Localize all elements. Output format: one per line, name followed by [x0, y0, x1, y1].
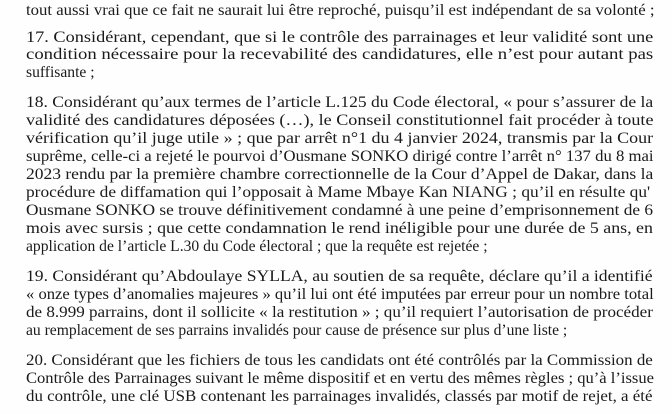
text-line: Ousmane SONKO se trouve définitivement condamné à une peine d’emprisonnement de 6 — [26, 202, 653, 219]
text-line: validité des candidatures déposées (…), le Conseil constitutionnel fait procéder à toute — [26, 112, 654, 129]
text-line: procédure de diffamation qui l’opposait à Mame Mbaye Kan NIANG ; qu’il en résulte qu' — [26, 184, 651, 201]
text-line: 2023 rendu par la première chambre correctionnelle de la Cour d’Appel de Dakar, dans la — [26, 166, 654, 183]
text-line: 17. Considérant, cependant, que si le contrôle des parrainages et leur validité sont une — [26, 29, 654, 46]
text-line: 19. Considérant qu’Abdoulaye SYLLA, au soutien de sa requête, déclare qu’il a identifié — [26, 268, 653, 285]
text-line: vérification qu’il juge utile » ; que par arrêt n°1 du 4 janvier 2024, transmis par la Cour — [26, 130, 654, 147]
text-line: suprême, celle-ci a rejeté le pourvoi d’Ousmane SONKO dirigé contre l’arrêt n° 137 du 8 mai — [26, 148, 654, 165]
text-line: Contrôle des Parrainages suivant le même dispositif et en vertu des mêmes règles ; qu’à l’issue — [26, 370, 654, 387]
text-line: au remplacement de ses parrains invalidés pour cause de présence sur plus d’une liste ; — [26, 322, 568, 339]
text-line: « onze types d’anomalies majeures » qu’il lui ont été imputées par erreur pour un nombre total — [26, 286, 654, 303]
text-line: condition nécessaire pour la recevabilité des candidatures, elle n’est pour autant pas — [26, 46, 654, 63]
text-line: 18. Considérant qu’aux termes de l’article L.125 du Code électoral, « pour s’assurer de la — [26, 94, 654, 111]
text-line: du contrôle, une clé USB contenant les parrainages invalidés, classés par motif de rejet, a été — [26, 388, 653, 405]
text-line: application de l’article L.30 du Code électoral ; que la requête est rejetée ; — [26, 238, 488, 255]
text-line: 20. Considérant que les fichiers de tous les candidats ont été contrôlés par la Commission de — [26, 352, 653, 369]
text-line: tout aussi vrai que ce fait ne saurait lui être reproché, puisqu’il est indépendant de sa volonté ; — [26, 2, 655, 19]
text-line: mois avec sursis ; que cette condamnation le rend inéligible pour une durée de 5 ans, en — [26, 220, 653, 237]
text-line: de 8.999 parrains, dont il sollicite « la restitution » ; qu’il requiert l’autorisation de procéder — [26, 304, 653, 321]
text-line: suffisante ; — [26, 64, 95, 81]
